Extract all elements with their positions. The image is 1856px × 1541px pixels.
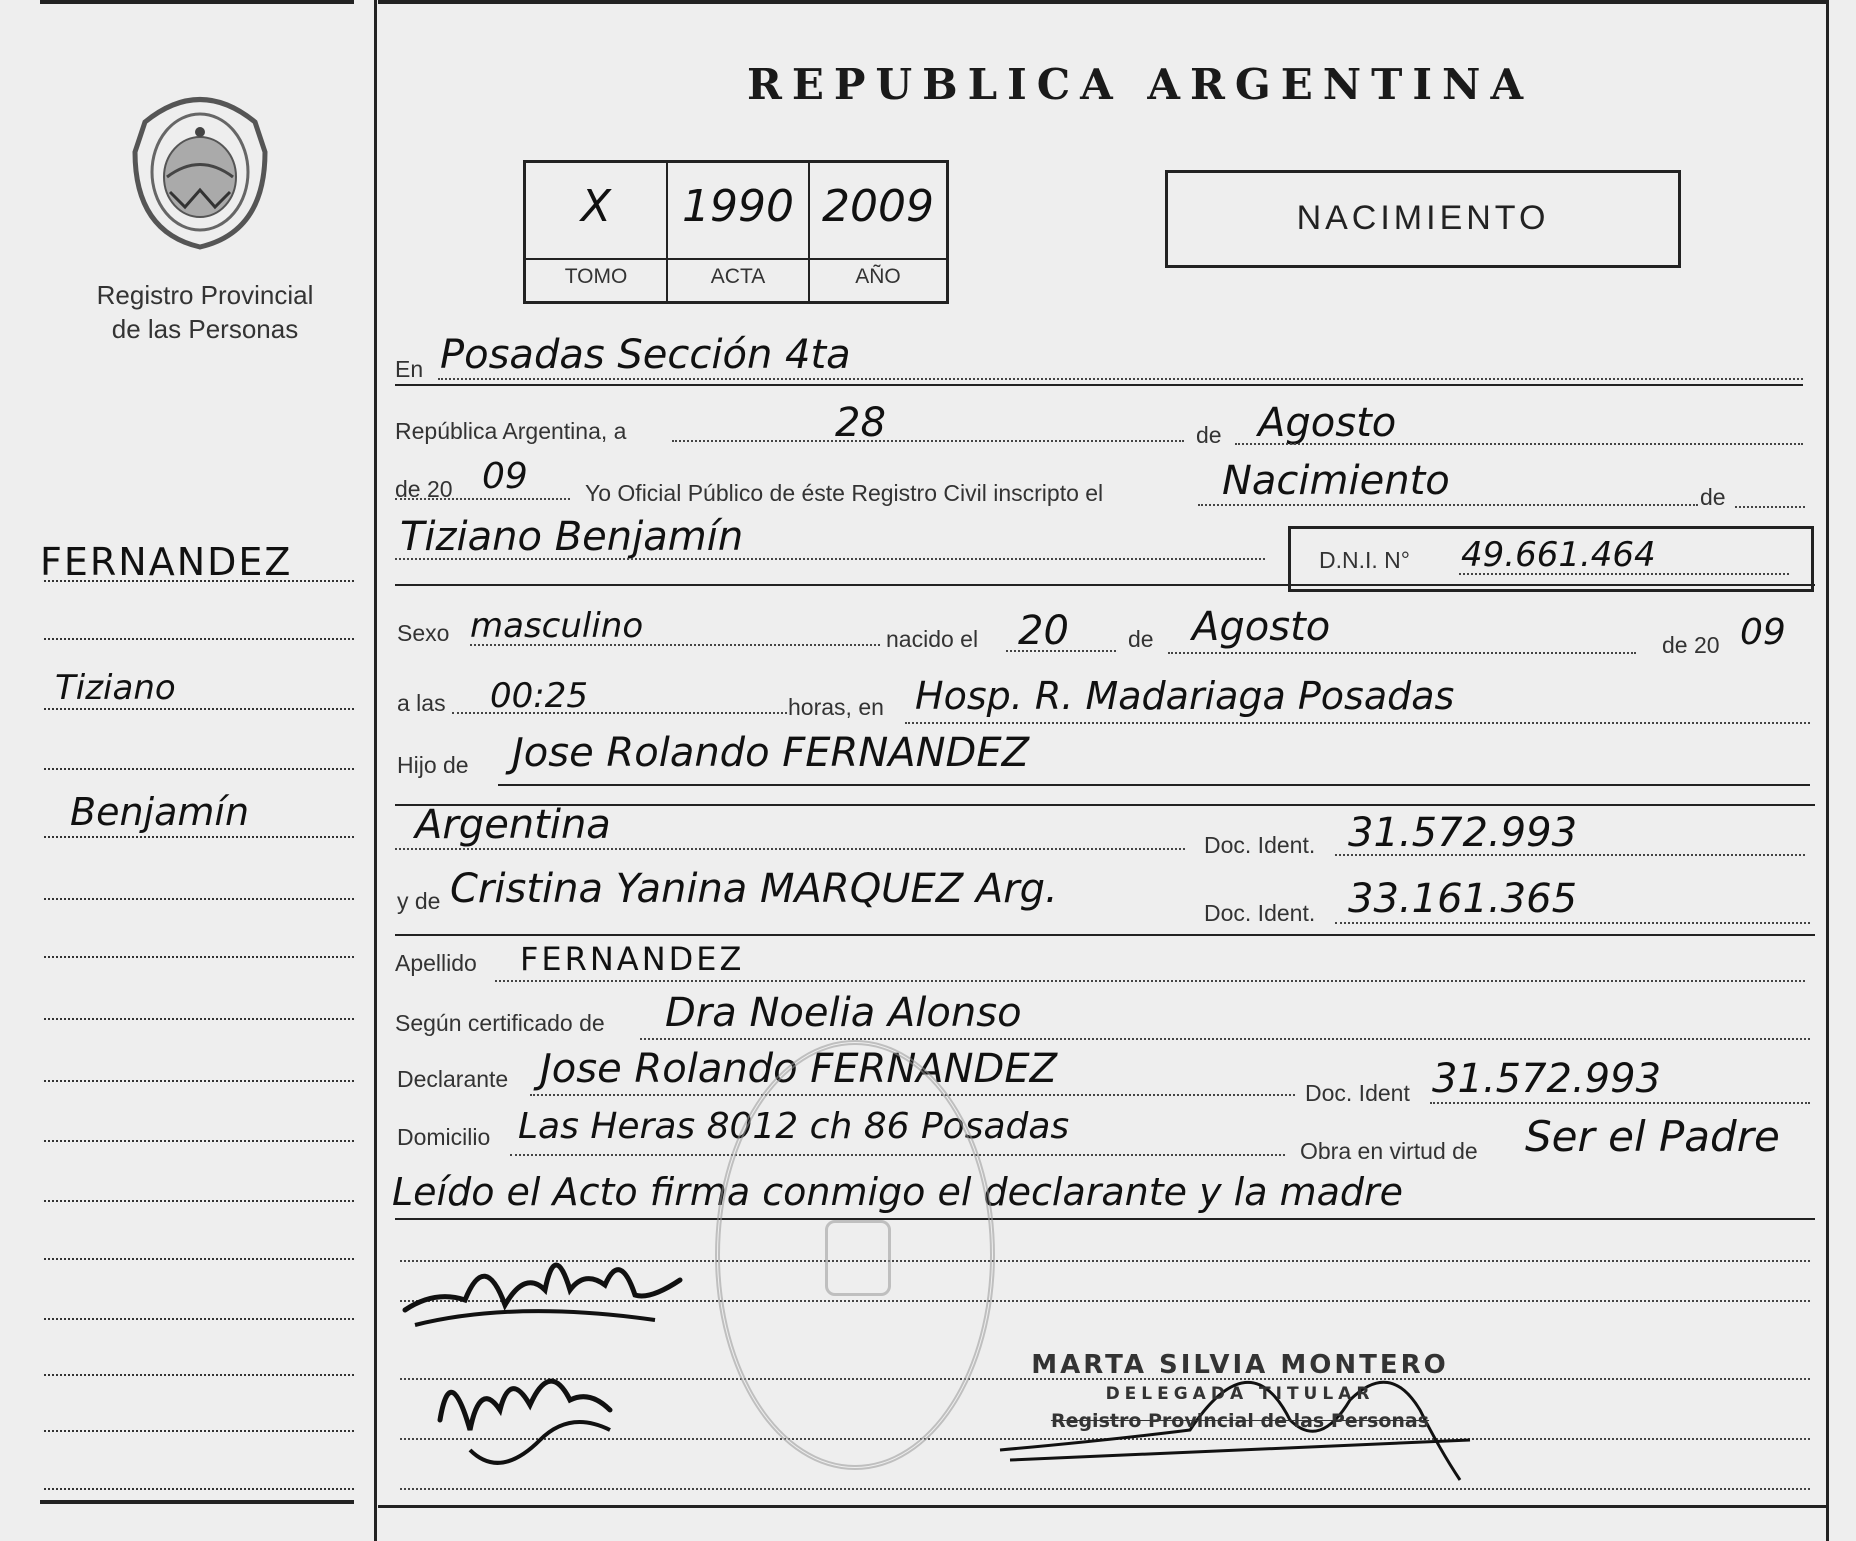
apellido-label: Apellido bbox=[395, 950, 477, 976]
oficial-label: Yo Oficial Público de éste Registro Civil inscripto el bbox=[585, 480, 1104, 506]
domicilio-label: Domicilio bbox=[397, 1124, 491, 1150]
row-rule bbox=[395, 934, 1815, 936]
row-rule bbox=[395, 584, 1815, 586]
stub-line bbox=[44, 580, 354, 582]
time-line bbox=[452, 712, 787, 714]
birth-month-line bbox=[1168, 652, 1636, 654]
official-role: DELEGADA TITULAR bbox=[1105, 1384, 1375, 1404]
y-de-label: y de bbox=[397, 888, 441, 914]
apellido-line bbox=[495, 980, 1805, 982]
dni-label: D.N.I. N° bbox=[1319, 547, 1410, 573]
sexo-value: masculino bbox=[470, 606, 644, 646]
de-line-2 bbox=[1735, 506, 1805, 508]
stub-line bbox=[44, 1200, 354, 1202]
registry-name bbox=[60, 278, 350, 346]
stub-line bbox=[44, 1140, 354, 1142]
father-doc-value: 31.572.993 bbox=[1348, 810, 1578, 856]
table-divider bbox=[526, 258, 946, 260]
anio-label: AÑO bbox=[855, 265, 901, 288]
republica-label: República Argentina, a bbox=[395, 418, 627, 444]
month-line bbox=[1235, 443, 1803, 445]
domicilio-value: Las Heras 8012 ch 86 Posadas bbox=[518, 1106, 1070, 1147]
de-label: de bbox=[1196, 422, 1222, 448]
day-value: 28 bbox=[835, 400, 886, 446]
birth-month-value: Agosto bbox=[1192, 604, 1331, 650]
de-label-2: de bbox=[1700, 484, 1726, 510]
stub-line bbox=[44, 836, 354, 838]
mother-doc-value: 33.161.365 bbox=[1348, 876, 1578, 922]
dni-value: 49.661.464 bbox=[1461, 535, 1656, 575]
segun-label: Según certificado de bbox=[395, 1010, 605, 1036]
official-org: Registro Provincial de las Personas bbox=[1050, 1410, 1430, 1432]
stub-line bbox=[44, 956, 354, 958]
registry-line-2: de las Personas bbox=[111, 314, 299, 344]
row-rule bbox=[395, 384, 1803, 386]
inscription-value: Nacimiento bbox=[1222, 458, 1450, 504]
a-las-label: a las bbox=[397, 690, 446, 716]
closing-value: Leído el Acto firma conmigo el declarante y la madre bbox=[392, 1170, 1404, 1214]
nacido-label: nacido el bbox=[886, 626, 979, 652]
sexo-label: Sexo bbox=[397, 620, 450, 646]
time-value: 00:25 bbox=[490, 676, 588, 716]
anio-value: 2009 bbox=[822, 181, 934, 232]
year-suffix-value: 09 bbox=[482, 456, 528, 497]
certificado-line bbox=[640, 1038, 1810, 1040]
stub-first-name: Tiziano bbox=[55, 668, 176, 708]
en-value: Posadas Sección 4ta bbox=[440, 332, 851, 378]
mother-signature bbox=[410, 1340, 670, 1490]
stub-surname: FERNANDEZ bbox=[40, 540, 293, 584]
declarante-label: Declarante bbox=[397, 1066, 509, 1092]
page-title: REPUBLICA ARGENTINA bbox=[746, 60, 1534, 109]
record-number-table bbox=[523, 160, 949, 304]
en-label: En bbox=[395, 356, 424, 382]
stub-line bbox=[44, 1318, 354, 1320]
stub-line bbox=[44, 1080, 354, 1082]
child-names-line bbox=[395, 558, 1265, 560]
horas-label: horas, en bbox=[788, 694, 884, 720]
form-top-rule bbox=[378, 0, 1826, 4]
stub-line bbox=[44, 1258, 354, 1260]
stub-line bbox=[44, 638, 354, 640]
father-doc-line bbox=[1335, 854, 1805, 856]
official-block bbox=[1030, 1350, 1450, 1432]
doc-ident-label: Doc. Ident. bbox=[1204, 832, 1316, 858]
stub-line bbox=[44, 708, 354, 710]
declarante-value: Jose Rolando FERNANDEZ bbox=[540, 1046, 1058, 1092]
province-seal-icon bbox=[125, 82, 275, 252]
declarant-signature bbox=[395, 1230, 695, 1350]
doc-ident-label-2: Doc. Ident. bbox=[1204, 900, 1316, 926]
mother-doc-line bbox=[1335, 922, 1810, 924]
record-type: NACIMIENTO bbox=[1296, 199, 1550, 237]
stub-line bbox=[44, 1488, 354, 1490]
inscription-line bbox=[1198, 504, 1698, 506]
record-type-box bbox=[1165, 170, 1681, 268]
row-rule bbox=[395, 1218, 1815, 1220]
stub-middle-name: Benjamín bbox=[70, 790, 250, 834]
birth-year-value: 09 bbox=[1740, 612, 1786, 653]
registry-line-1: Registro Provincial bbox=[96, 280, 314, 310]
official-name: MARTA SILVIA MONTERO bbox=[1031, 1350, 1449, 1380]
child-names-value: Tiziano Benjamín bbox=[400, 514, 744, 560]
dni-box bbox=[1288, 526, 1814, 592]
declarante-doc-value: 31.572.993 bbox=[1432, 1056, 1662, 1102]
place-value: Hosp. R. Madariaga Posadas bbox=[915, 674, 1455, 718]
acta-label: ACTA bbox=[710, 265, 766, 288]
obra-label: Obra en virtud de bbox=[1300, 1138, 1478, 1164]
father-value: Jose Rolando FERNANDEZ bbox=[512, 730, 1030, 776]
en-line bbox=[438, 378, 1803, 380]
declarante-doc-line bbox=[1430, 1102, 1810, 1104]
tomo-label: TOMO bbox=[564, 265, 628, 288]
stub-line bbox=[44, 768, 354, 770]
month-value: Agosto bbox=[1258, 400, 1397, 446]
place-line bbox=[905, 722, 1810, 724]
birth-day-line bbox=[1006, 650, 1116, 652]
apellido-value: FERNANDEZ bbox=[520, 940, 745, 978]
hijo-label: Hijo de bbox=[397, 752, 469, 778]
stub-line bbox=[44, 1018, 354, 1020]
stub-bottom-rule bbox=[40, 1500, 354, 1504]
official-stamp bbox=[715, 1040, 995, 1470]
sexo-line bbox=[470, 644, 880, 646]
nationality-line bbox=[395, 848, 1185, 850]
year-line bbox=[395, 498, 570, 500]
row-rule bbox=[498, 784, 1810, 786]
certificado-value: Dra Noelia Alonso bbox=[665, 990, 1022, 1036]
stamp-emblem-icon bbox=[825, 1220, 891, 1296]
birth-day-value: 20 bbox=[1018, 608, 1069, 654]
father-nationality-value: Argentina bbox=[415, 802, 611, 848]
stub-line bbox=[44, 1430, 354, 1432]
form-right-border bbox=[1826, 0, 1829, 1541]
birth-year-label: de 20 bbox=[1662, 632, 1720, 658]
stub-line bbox=[44, 1374, 354, 1376]
stub-line bbox=[44, 898, 354, 900]
obra-value: Ser el Padre bbox=[1525, 1112, 1780, 1161]
form-bottom-rule bbox=[378, 1505, 1826, 1508]
de-label-3: de bbox=[1128, 626, 1154, 652]
doc-ident-label-3: Doc. Ident bbox=[1305, 1080, 1410, 1106]
dni-line bbox=[1459, 573, 1789, 575]
stub-divider bbox=[374, 0, 377, 1541]
year-prefix-label: de 20 bbox=[395, 476, 453, 502]
day-line bbox=[672, 440, 1184, 442]
mother-value: Cristina Yanina MARQUEZ Arg. bbox=[450, 866, 1058, 912]
acta-value: 1990 bbox=[682, 181, 794, 232]
tomo-value: X bbox=[580, 181, 612, 232]
stub-top-rule bbox=[40, 0, 354, 4]
